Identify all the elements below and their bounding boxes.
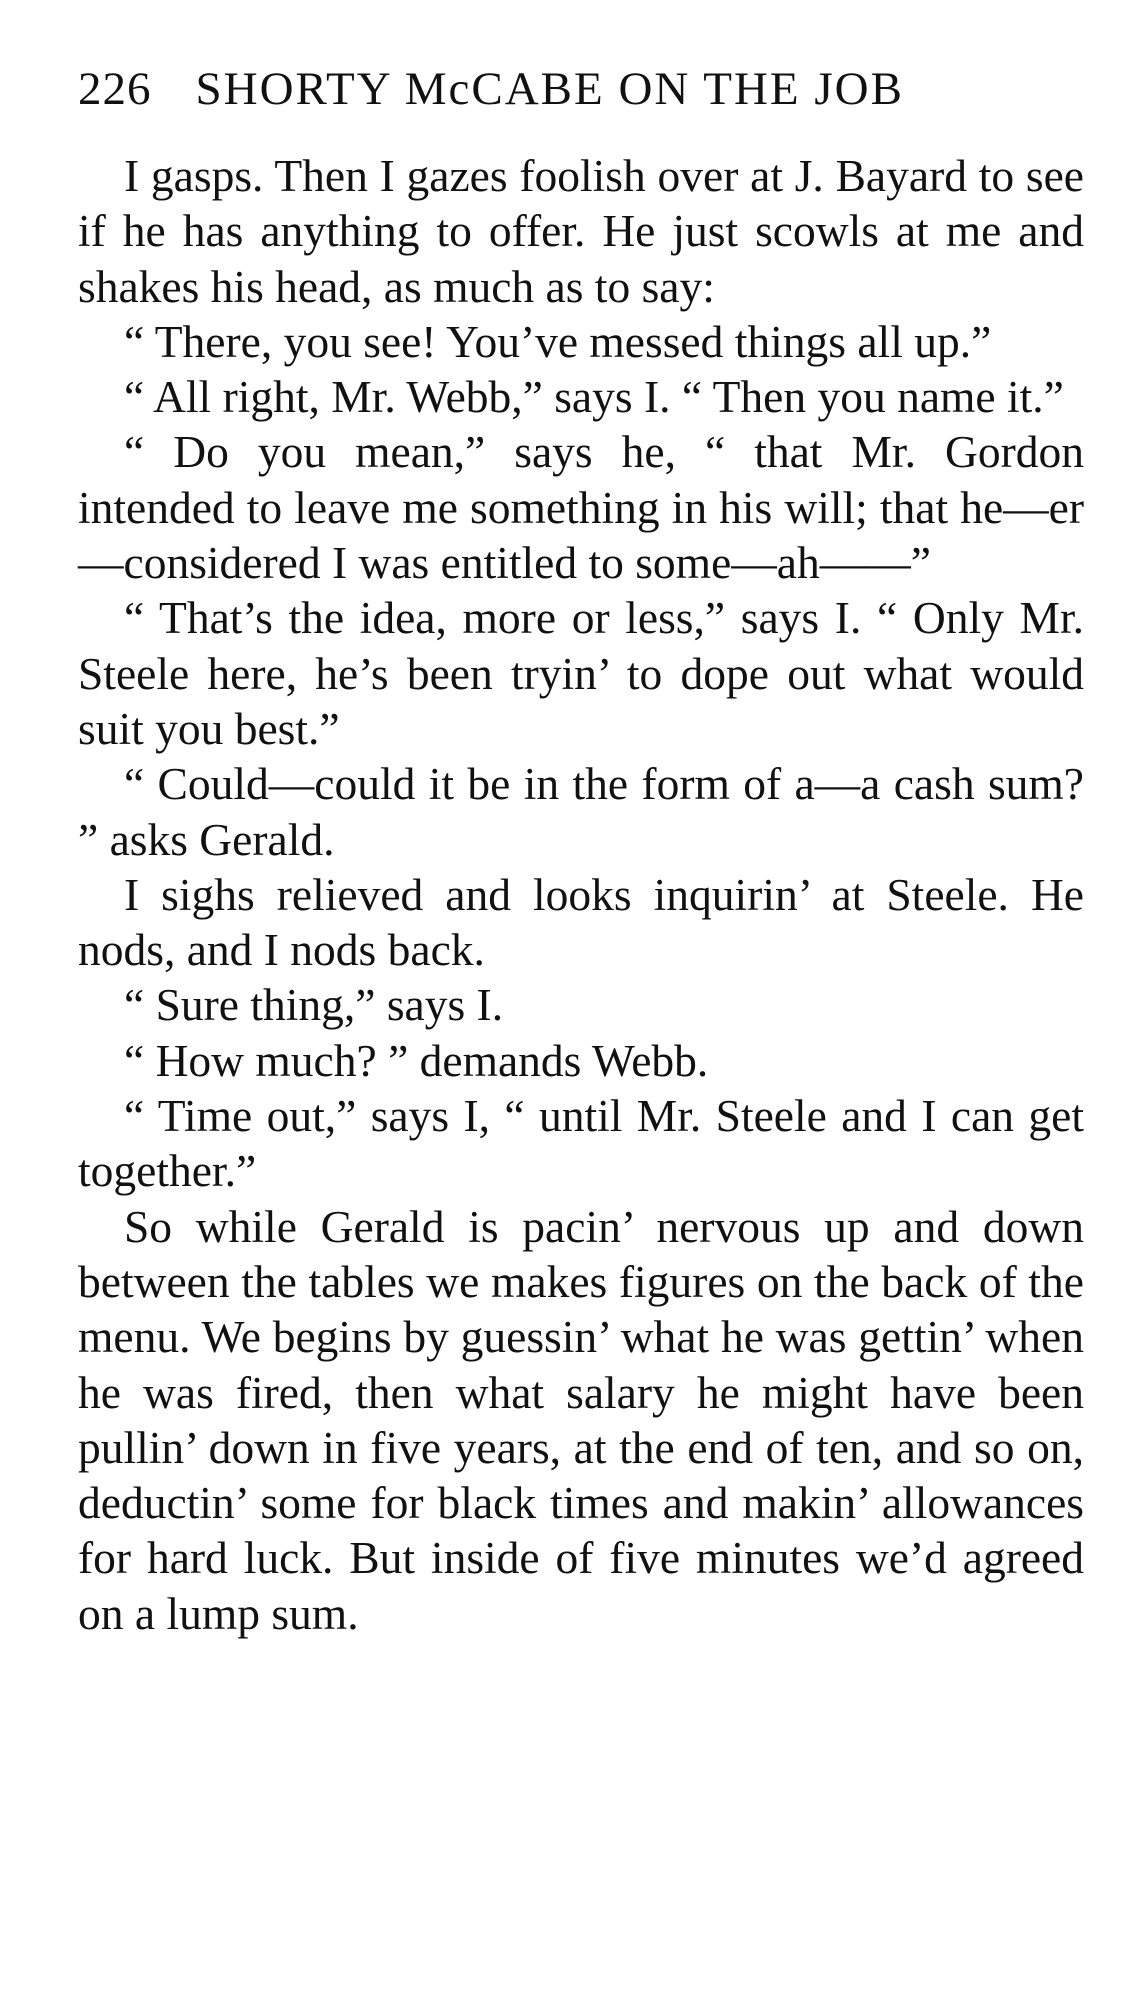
paragraph-10: “ Time out,” says I, “ until Mr. Steele and I can get together.” [78,1090,1084,1197]
body-text [78,148,1084,1641]
paragraph-7: I sighs relieved and looks inquirin’ at Steele. He nods, and I nods back. [78,868,1084,976]
paragraph-4: “ Do you mean,” says he, “ that Mr. Gordon intended to leave me something in his will; that he—er—considered I was entitled to some—ah——” [78,426,1084,589]
paragraph-3: “ All right, Mr. Webb,” says I. “ Then you name it.” [124,371,1064,423]
book-page [78,58,1084,1641]
running-title: SHORTY McCABE ON THE JOB [195,63,904,115]
paragraph-5: “ That’s the idea, more or less,” says I. “ Only Mr. Steele here, he’s been tryin’ to dope out what would suit you best.” [78,592,1084,754]
paragraph-1: I gasps. Then I gazes foolish over at J. Bayard to see if he has anything to offer. He just scowls at me and shakes his head, as much as to say: [78,150,1084,312]
paragraph-11: So while Gerald is pacin’ nervous up and down between the tables we makes figures on the back of the menu. We begins by guessin’ what he was gettin’ when he was fired, then what salary he might have been pullin’ down in five years, at the end of ten, and so on, deductin’ some for black times and makin’ allowances for hard luck. But inside of five minutes we’d agreed on a lump sum. [78,1200,1084,1639]
paragraph-8: “ Sure thing,” says I. [124,979,504,1031]
running-head [78,58,1084,120]
paragraph-2: “ There, you see! You’ve messed things all up.” [124,315,992,367]
paragraph-9: “ How much? ” demands Webb. [124,1034,709,1086]
page-number: 226 [78,63,152,115]
paragraph-6: “ Could—could it be in the form of a—a cash sum? ” asks Gerald. [78,758,1084,865]
